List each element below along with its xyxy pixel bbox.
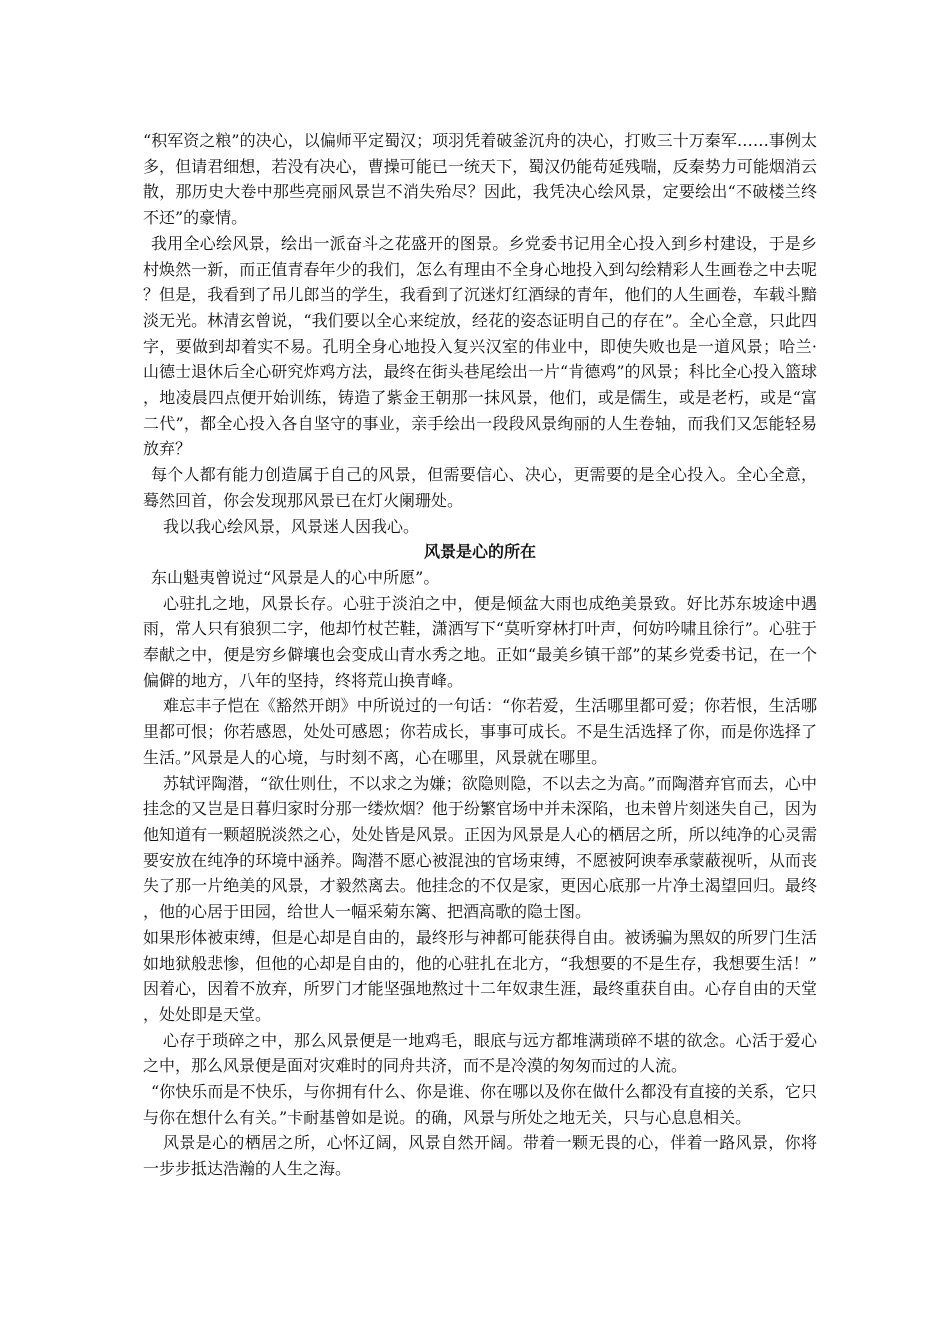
body-paragraph: 我以我心绘风景，风景迷人因我心。 <box>163 516 420 536</box>
body-paragraph: 苏轼评陶潜，“欲仕则仕，不以求之为嫌；欲隐则隐，不以去之为高。”而陶潜弃官而去，心中挂念的又岂是日暮归家时分那一缕炊烟？他于纷繁官场中并未深陷，也未曾片刻迷失自己，因为他知道有一颗超脱淡然之心，处处皆是风景。正因为风景是人心的栖居之所，所以纯净的心灵需要安放在纯净的环境中涵养。陶潜不愿心被混浊的官场束缚，不愿被阿谀奉承蒙蔽视听，从而丧失了那一片绝美的风景，才毅然离去。他挂念的不仅是家，更因心底那一片净土渴望回归。最终，他的心居于田园，给世人一幅采菊东篱、把酒高歌的隐士图。 <box>143 773 817 922</box>
body-paragraph: “你快乐而是不快乐，与你拥有什么、你是谁、你在哪以及你在做什么都没有直接的关系，它只与你在想什么有关。”卡耐基曾如是说。的确，风景与所处之地无关，只与心息息相关。 <box>143 1082 817 1127</box>
body-paragraph: 难忘丰子恺在《豁然开朗》中所说过的一句话：“你若爱，生活哪里都可爱；你若恨，生活哪里都可恨；你若感恩，处处可感恩；你若成长，事事可成长。不是生活选择了你，而是你选择了生活。”风景是人的心境，与时刻不离，心在哪里，风景就在哪里。 <box>143 696 817 767</box>
body-paragraph: 风景是心的栖居之所，心怀辽阔，风景自然开阔。带着一颗无畏的心，伴着一路风景，你将一步步抵达浩瀚的人生之海。 <box>143 1133 817 1179</box>
body-paragraph: 心存于琐碎之中，那么风景便是一地鸡毛，眼底与远方都堆满琐碎不堪的欲念。心活于爱心之中，那么风景便是面对灾难时的同舟共济，而不是冷漠的匆匆而过的人流。 <box>143 1030 817 1076</box>
body-paragraph: 心驻扎之地，风景长存。心驻于淡泊之中，便是倾盆大雨也成绝美景致。好比苏东坡途中遇雨，常人只有狼狈二字，他却竹杖芒鞋，潇洒写下“莫听穿林打叶声，何妨吟啸且徐行”。心驻于奉献之中，便是穷乡僻壤也会变成山青水秀之地。正如“最美乡镇干部”的某乡党委书记，在一个偏僻的地方，八年的坚持，终将荒山换青峰。 <box>143 593 817 690</box>
essay-title: 风景是心的所在 <box>423 542 536 562</box>
document-body <box>143 128 817 1182</box>
body-paragraph: 我用全心绘风景，绘出一派奋斗之花盛开的图景。乡党委书记用全心投入到乡村建设，于是乡村焕然一新，而正值青春年少的我们，怎么有理由不全身心地投入到勾绘精彩人生画卷之中去呢？但是，我看到了吊儿郎当的学生，我看到了沉迷灯红酒绿的青年，他们的人生画卷，车载斗黯淡无光。林清玄曾说，“我们要以全心来绽放，经花的姿态证明自己的存在”。全心全意，只此四字，要做到却着实不易。孔明全身心地投入复兴汉室的伟业中，即使失败也是一道风景；哈兰·山德士退休后全心研究炸鸡方法，最终在街头巷尾绘出一片“肯德鸡”的风景；科比全心投入篮球，地凌晨四点便开始训练，铸造了紫金王朝那一抹风景，他们，或是儒生，或是老朽，或是“富二代”，都全心投入各自坚守的事业，亲手绘出一段段风景绚丽的人生卷轴，而我们又怎能轻易放弃？ <box>143 233 817 459</box>
body-paragraph: 东山魁夷曾说过“风景是人的心中所愿”。 <box>151 567 440 587</box>
body-paragraph: 如果形体被束缚，但是心却是自由的，最终形与神都可能获得自由。被诱骗为黑奴的所罗门生活如地狱般悲惨，但他的心却是自由的，他的心驻扎在北方，“我想要的不是生存，我想要生活！”因着心，因着不放弃，所罗门才能坚强地熬过十二年奴隶生涯，最终重获自由。心存自由的天堂，处处即是天堂。 <box>143 927 817 1024</box>
body-paragraph: “积军资之粮”的决心，以偏师平定蜀汉；项羽凭着破釜沉舟的决心，打败三十万秦军……事例太多，但请君细想，若没有决心，曹操可能已一统天下，蜀汉仍能苟延残喘，反秦势力可能烟消云散，那历史大卷中那些亮丽风景岂不消失殆尽？因此，我凭决心绘风景，定要绘出“不破楼兰终不还”的豪情。 <box>143 131 817 228</box>
body-paragraph: 每个人都有能力创造属于自己的风景，但需要信心、决心，更需要的是全心投入。全心全意，蓦然回首，你会发现那风景已在灯火阑珊处。 <box>143 465 817 510</box>
